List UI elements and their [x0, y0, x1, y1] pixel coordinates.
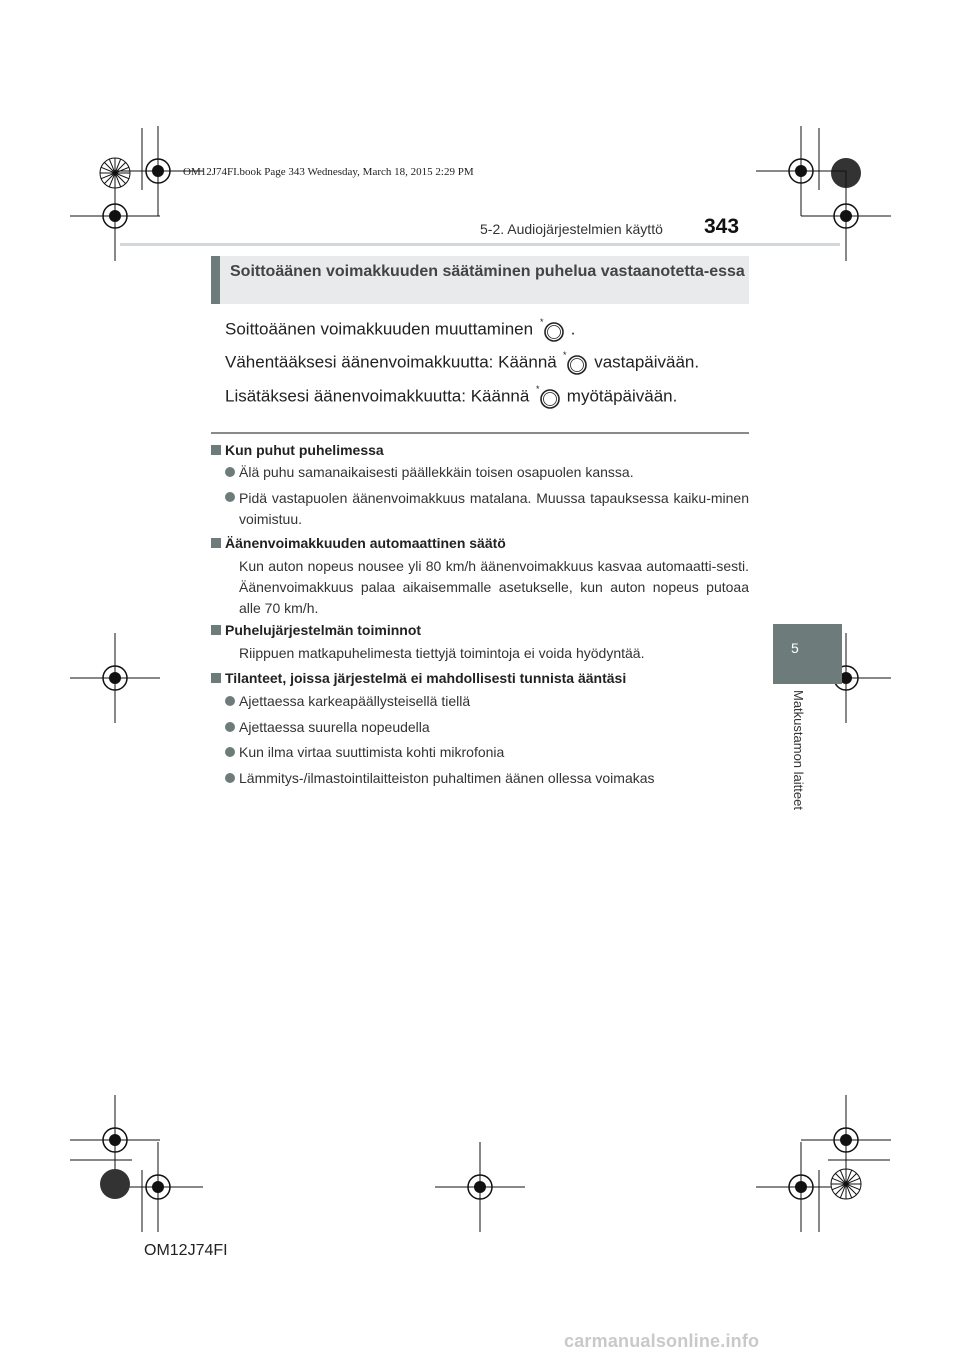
note-heading: Äänenvoimakkuuden automaattinen säätö	[211, 535, 506, 551]
section-title: Soittoäänen voimakkuuden säätäminen puhelua vastaanotetta-essa	[230, 263, 745, 280]
chapter-number: 5	[791, 640, 799, 656]
book-info-header: OM12J74FI.book Page 343 Wednesday, March 18, 2015 2:29 PM	[183, 166, 474, 178]
round-bullet-icon	[225, 773, 235, 783]
round-bullet-icon	[225, 492, 235, 502]
watermark: carmanualsonline.info	[564, 1331, 760, 1351]
notes-divider	[211, 432, 749, 434]
square-bullet-icon	[211, 538, 221, 548]
round-bullet-icon	[225, 467, 235, 477]
note-heading: Kun puhut puhelimessa	[211, 442, 384, 458]
section-title-box	[211, 256, 749, 304]
section-path: 5-2. Audiojärjestelmien käyttö	[480, 221, 663, 237]
note-heading: Puhelujärjestelmän toiminnot	[211, 622, 421, 638]
list-item: Ajettaessa suurella nopeudella	[225, 719, 430, 735]
note-paragraph: Riippuen matkapuhelimesta tiettyjä toimintoja ei voida hyödyntää.	[239, 645, 645, 661]
chapter-tab	[773, 624, 842, 684]
round-bullet-icon	[225, 722, 235, 732]
volume-knob-icon	[561, 350, 589, 376]
list-item: Älä puhu samanaikaisesti päällekkäin toisen osapuolen kanssa.	[225, 464, 634, 480]
svg-text:*: *	[563, 350, 567, 360]
volume-knob-icon	[538, 317, 566, 343]
round-bullet-icon	[225, 747, 235, 757]
square-bullet-icon	[211, 673, 221, 683]
chapter-side-label	[791, 690, 815, 830]
list-item: Pidä vastapuolen äänenvoimakkuus matalana. Muussa tapauksessa kaiku-minen voimistuu.	[225, 488, 749, 530]
svg-text:*: *	[536, 384, 540, 394]
svg-text:*: *	[539, 317, 544, 327]
square-bullet-icon	[211, 445, 221, 455]
manual-code: OM12J74FI	[144, 1242, 228, 1259]
header-rule	[120, 243, 840, 246]
list-item: Kun ilma virtaa suuttimista kohti mikrofonia	[225, 744, 504, 760]
round-bullet-icon	[225, 696, 235, 706]
volume-knob-icon	[534, 384, 562, 410]
chapter-label: Matkustamon laitteet	[791, 690, 806, 810]
instruction-line: Lisätäksesi äänenvoimakkuutta: Käännä * myötäpäivään.	[225, 384, 677, 410]
instruction-line: Vähentääksesi äänenvoimakkuutta: Käännä * vastapäivään.	[225, 350, 699, 376]
note-paragraph: Kun auton nopeus nousee yli 80 km/h äänenvoimakkuus kasvaa automaatti-sesti. Äänenvoimakkuus palaa aikaisemmalle asetukselle, kun auton nopeus putoaa alle 70 km/h.	[239, 558, 749, 616]
note-heading: Tilanteet, joissa järjestelmä ei mahdollisesti tunnista ääntäsi	[211, 670, 626, 686]
list-item: Ajettaessa karkeapäällysteisellä tiellä	[225, 693, 470, 709]
square-bullet-icon	[211, 625, 221, 635]
page-number: 343	[704, 215, 740, 238]
instruction-line: Soittoäänen voimakkuuden muuttaminen * .	[225, 317, 575, 343]
list-item: Lämmitys-/ilmastointilaitteiston puhaltimen äänen ollessa voimakas	[225, 770, 655, 786]
